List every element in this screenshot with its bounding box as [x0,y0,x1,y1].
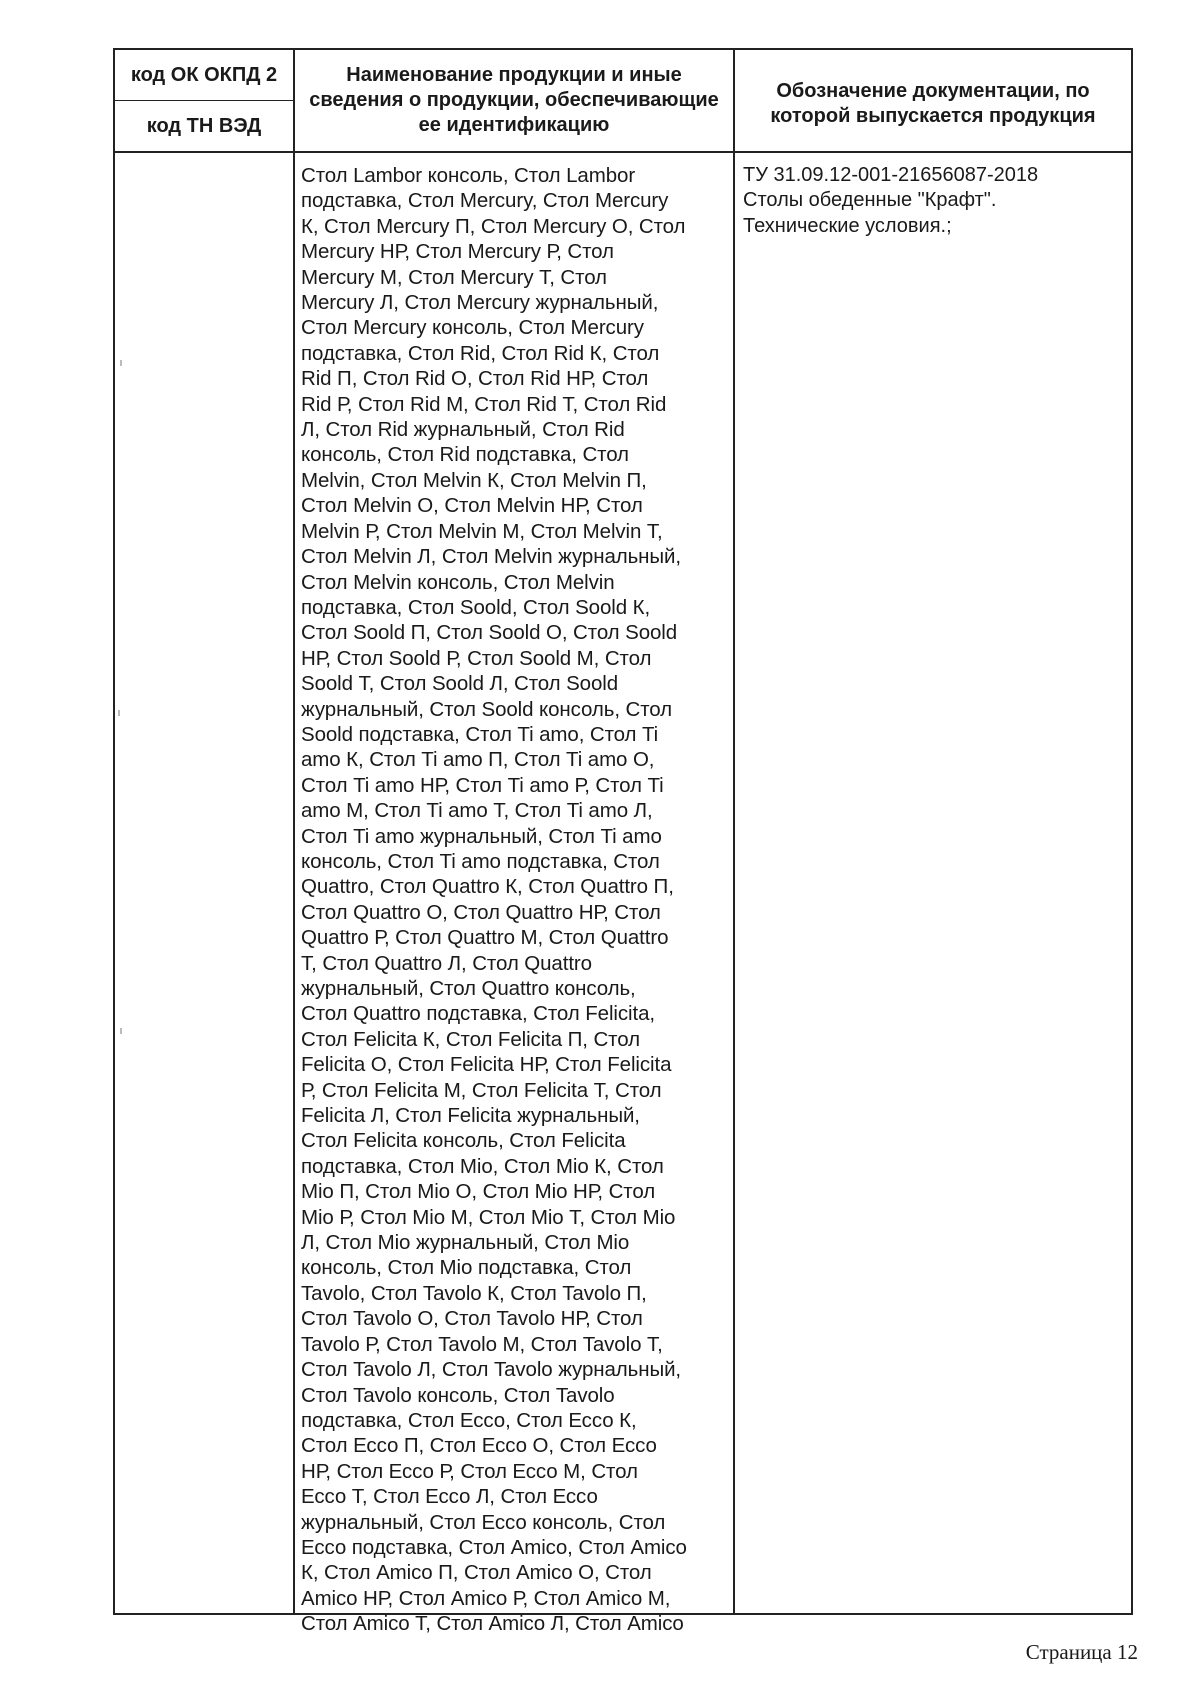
table-header-row [114,49,1132,152]
header-product-label: Наименование продукции и иные сведения о продукции, обеспечивающие ее идентификацию [309,64,719,136]
header-code-cell [114,49,294,152]
doc-cell [734,152,1132,1614]
code-cell [114,152,294,1614]
documentation-text: ТУ 31.09.12-001-21656087-2018 Столы обеденные "Крафт". Технические условия.; [743,164,1039,237]
header-product-cell [294,49,734,152]
header-okpd-label: код ОК ОКПД 2 [115,50,293,101]
header-doc-label: Обозначение документации, по которой выпускается продукция [770,79,1096,127]
table-row [114,152,1132,1614]
page-number: Страница 12 [1025,1640,1138,1664]
header-doc-cell [734,49,1132,152]
header-tnved-label: код ТН ВЭД [146,115,262,137]
product-cell [294,152,734,1636]
product-list-text: Стол Lambor консоль, Стол Lambor подставка, Стол Mercury, Стол Mercury К, Стол Mercury П, Стол Mercury О, Стол Mercury НР, Стол Mercury Р, Стол Mercury М, Стол Mercury Т, Стол Mercury Л, Стол Mercury журнальный, Стол Mercury консоль, Стол Mercury подставка, Стол Rid, Стол Rid К, Стол Rid П, Стол Rid О, Стол Rid НР, Стол Rid Р, Стол Rid М, Стол Rid Т, Стол Rid Л, Стол Rid журнальный, Стол Rid консоль, Стол Rid подставка, Стол Melvin, Стол Melvin К, Стол Melvin П, Стол Melvin О, Стол Melvin НР, Стол Melvin Р, Стол Melvin М, Стол Melvin Т, Стол Melvin Л, Стол Melvin журнальный, Стол Melvin консоль, Стол Melvin подставка, Стол Soold, Стол Soold К, Стол Soold П, Стол Soold О, Стол Soold НР, Стол Soold Р, Стол Soold М, Стол Soold Т, Стол Soold Л, Стол Soold журнальный, Стол Soold консоль, Стол Soold подставка, Стол Ti amo, Стол Ti amo К, Стол Ti amo П, Стол Ti amo О, Стол Ti amo НР, Стол Ti amo Р, Стол Ti amo М, Стол Ti amo Т, Стол Ti amo Л, Стол Ti amo журнальный, Стол Ti amo консоль, Стол Ti amo подставка, Стол Quattro, Стол Quattro К, Стол Quattro П, Стол Quattro О, Стол Quattro НР, Стол Quattro Р, Стол Quattro М, Стол Quattro Т, Стол Quattro Л, Стол Quattro журнальный, Стол Quattro консоль, Стол Quattro подставка, Стол Felicita, Стол Felicita К, Стол Felicita П, Стол Felicita О, Стол Felicita НР, Стол Felicita Р, Стол Felicita М, Стол Felicita Т, Стол Felicita Л, Стол Felicita журнальный, Стол Felicita консоль, Стол Felicita подставка, Стол Mio, Стол Mio К, Стол Mio П, Стол Mio О, Стол Mio НР, Стол Mio Р, Стол Mio М, Стол Mio Т, Стол Mio Л, Стол Mio журнальный, Стол Mio консоль, Стол Mio подставка, Стол Tavolo, Стол Tavolo К, Стол Tavolo П, Стол Tavolo О, Стол Tavolo НР, Стол Tavolo Р, Стол Tavolo М, Стол Tavolo Т, Стол Tavolo Л, Стол Tavolo журнальный, Стол Tavolo консоль, Стол Tavolo подставка, Стол Ессо, Стол Ессо К, Стол Ессо П, Стол Ессо О, Стол Ессо НР, Стол Ессо Р, Стол Ессо М, Стол Ессо Т, Стол Ессо Л, Стол Ессо журнальный, Стол Ессо консоль, Стол Ессо подставка, Стол Amico, Стол Amico К, Стол Amico П, Стол Amico О, Стол Amico НР, Стол Amico Р, Стол Amico М, Стол Amico Т, Стол Amico Л, Стол Amico [301,164,687,1636]
product-table [113,48,1133,1636]
